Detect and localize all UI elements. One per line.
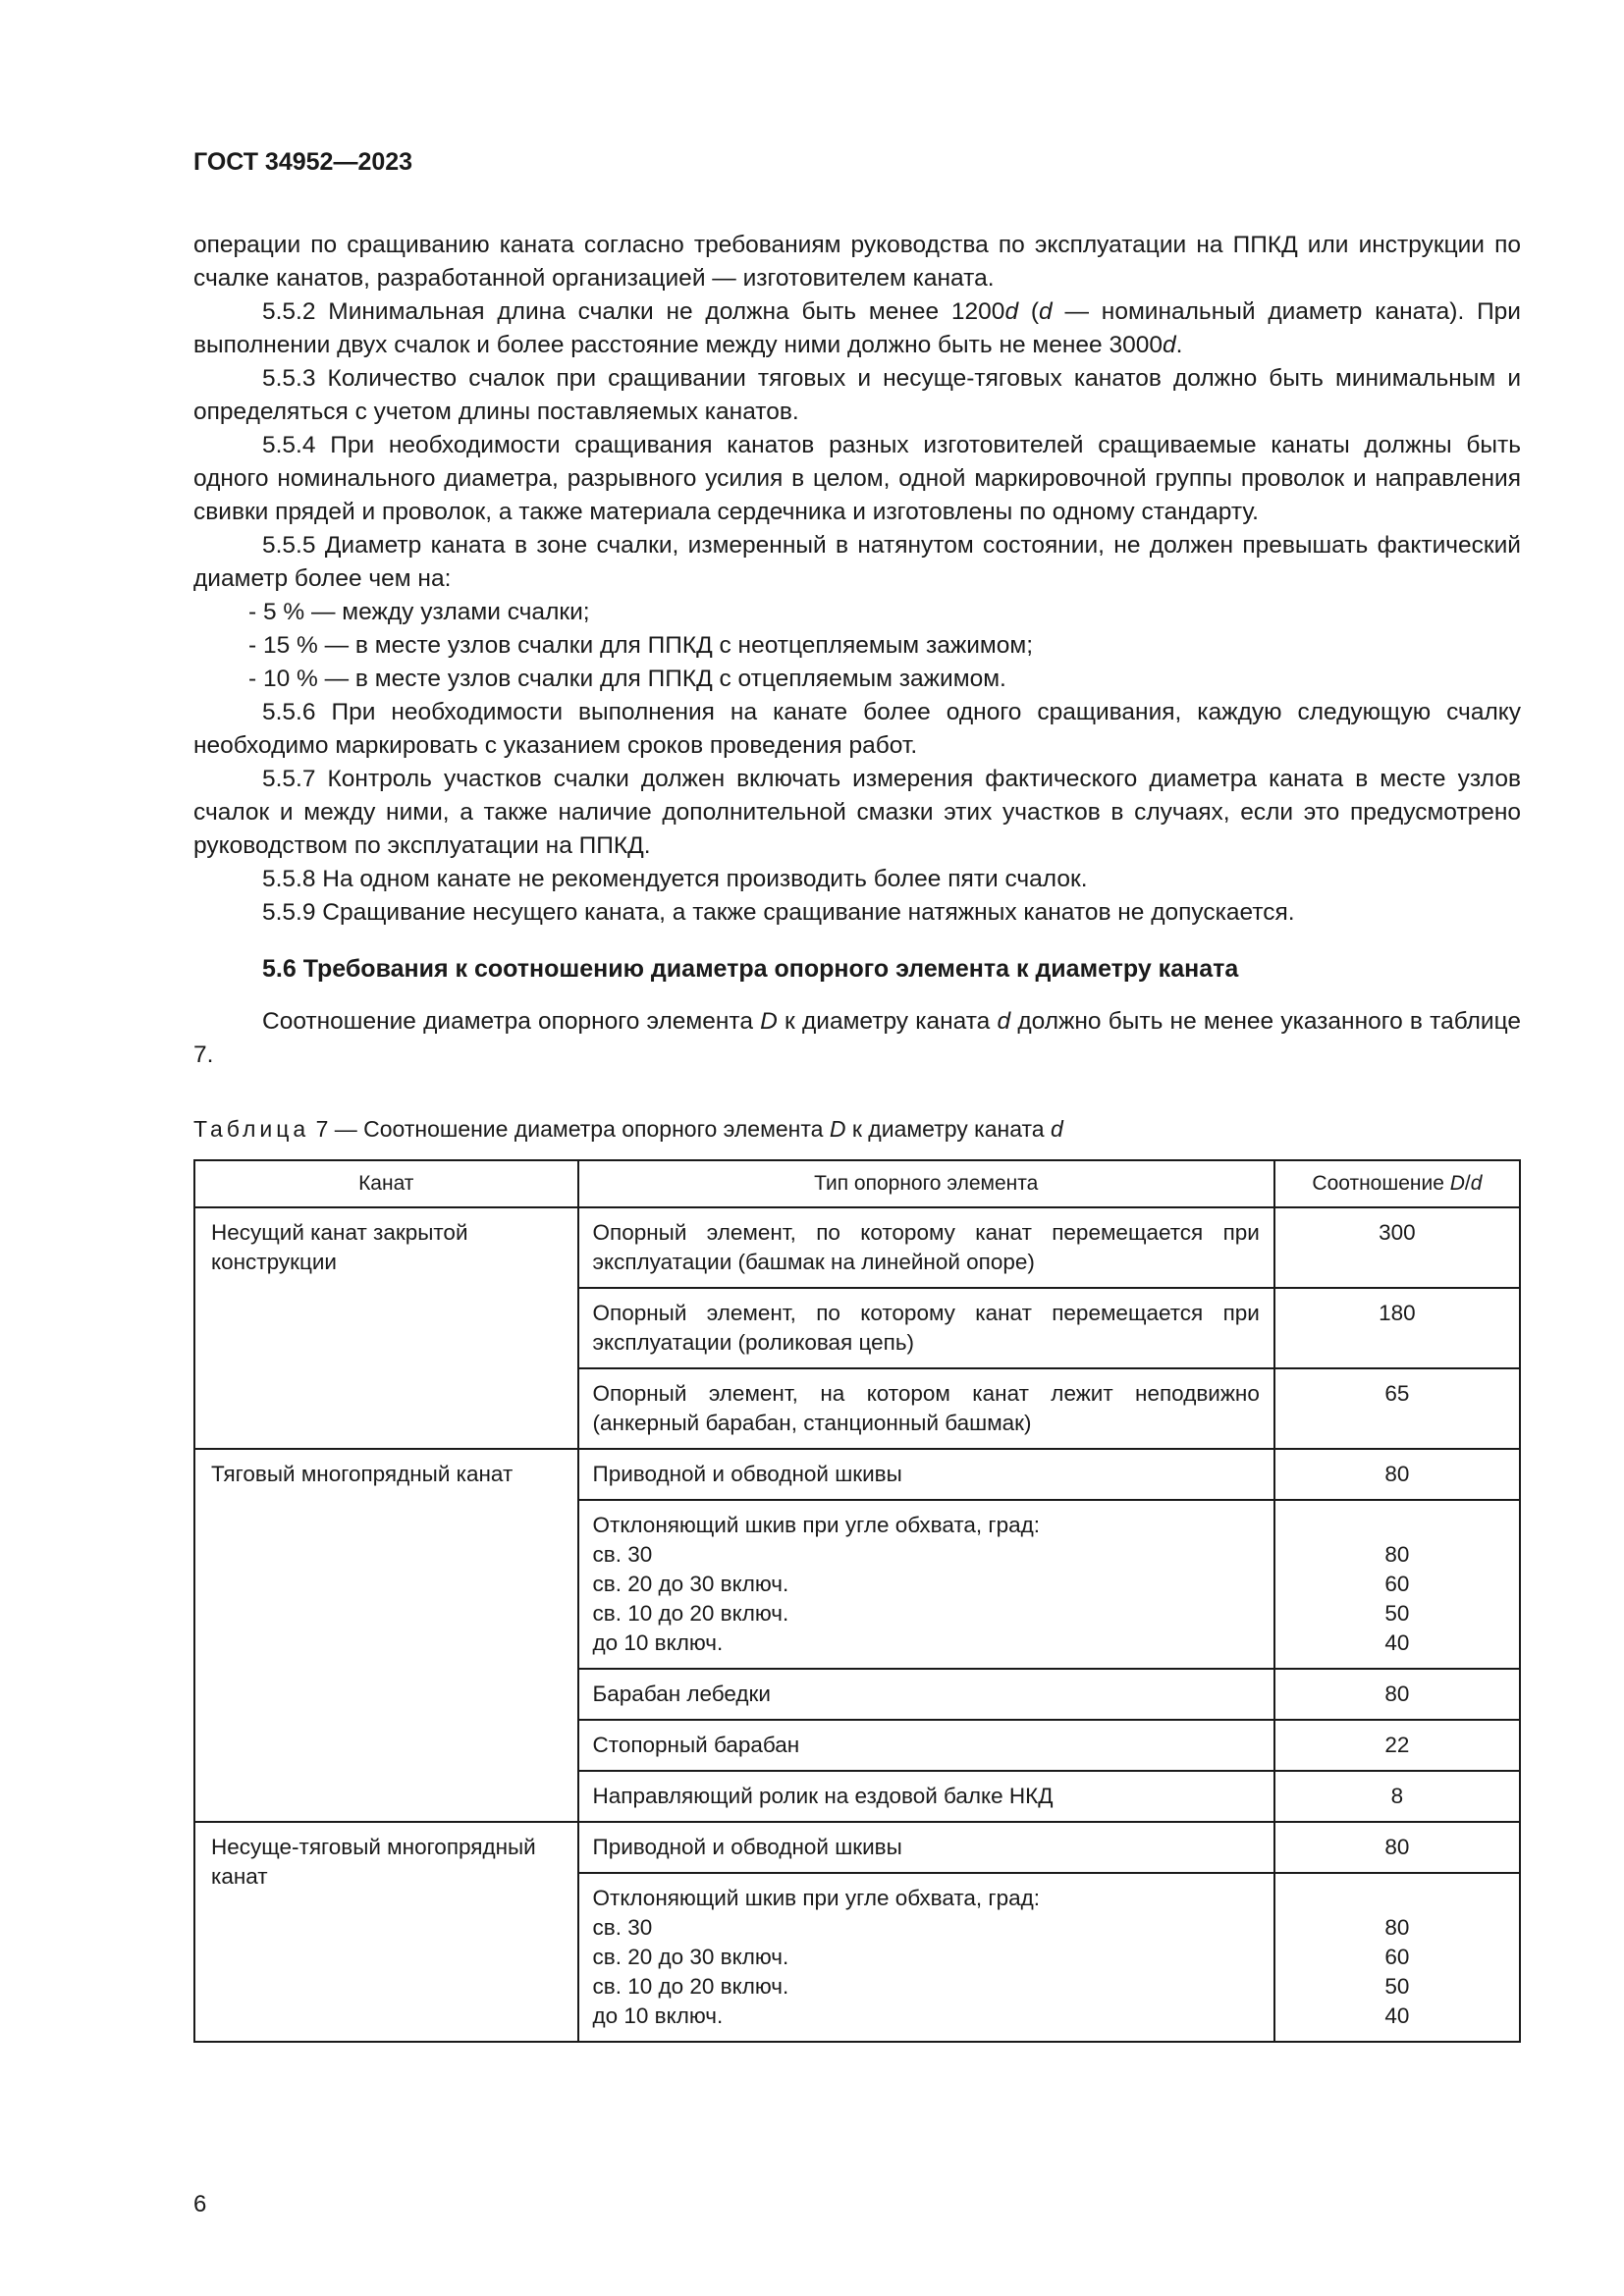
ratio-value: 60 <box>1384 1945 1410 1969</box>
support-type-cell: Опорный элемент, по которому канат перемещается при эксплуатации (башмак на линейной опоре) <box>578 1207 1274 1288</box>
support-type-cell <box>578 1500 1274 1669</box>
list-item: - 15 % — в месте узлов счалки для ППКД с неотцепляемым зажимом; <box>248 632 1034 659</box>
ratio-cell: 65 <box>1274 1368 1520 1449</box>
support-type-cell: Опорный элемент, по которому канат перемещается при эксплуатации (роликовая цепь) <box>578 1288 1274 1368</box>
table-header-row <box>194 1160 1520 1207</box>
list-item: - 10 % — в месте узлов счалки для ППКД с отцепляемым зажимом. <box>248 666 1006 692</box>
ratio-table <box>193 1159 1521 2043</box>
ratio-value: 40 <box>1384 1630 1410 1655</box>
angle-range: св. 20 до 30 включ. <box>592 1572 789 1596</box>
table-row <box>194 1822 1520 1873</box>
paragraph: Соотношение диаметра опорного элемента D к диаметру каната d должно быть не менее указанного в таблице 7. <box>193 1008 1522 1068</box>
paragraph: 5.5.2 Минимальная длина счалки не должна быть менее 1200d (d — номинальный диаметр каната). При выполнении двух счалок и более расстояние между ними должно быть не менее 3000d. <box>193 298 1521 358</box>
rope-cell: Несуще-тяговый многопрядный канат <box>194 1822 578 2042</box>
ratio-cell <box>1274 1500 1520 1669</box>
paragraph: 5.5.3 Количество счалок при сращивании тяговых и несуще-тяговых канатов должно быть минимальным и определяться с учетом длины поставляемых канатов. <box>193 365 1521 425</box>
support-type-label: Отклоняющий шкив при угле обхвата, град: <box>592 1513 1041 1537</box>
table-row <box>194 1449 1520 1500</box>
section-heading: 5.6 Требования к соотношению диаметра опорного элемента к диаметру каната <box>262 955 1239 983</box>
ratio-cell: 80 <box>1274 1822 1520 1873</box>
document-body <box>193 229 1521 1072</box>
paragraph: 5.5.6 При необходимости выполнения на канате более одного сращивания, каждую следующую счалку необходимо маркировать с указанием сроков проведения работ. <box>193 699 1521 759</box>
support-type-cell: Стопорный барабан <box>578 1720 1274 1771</box>
ratio-value: 40 <box>1384 2003 1410 2028</box>
ratio-cell <box>1274 1873 1520 2042</box>
page-number: 6 <box>193 2191 207 2217</box>
paragraph: 5.5.4 При необходимости сращивания канатов разных изготовителей сращиваемые канаты должны быть одного номинального диаметра, разрывного усилия в целом, одной маркировочной группы проволок и направления свивки прядей и проволок, а также материала сердечника и изготовлены по одному стандарту. <box>193 432 1521 525</box>
support-type-cell: Опорный элемент, на котором канат лежит неподвижно (анкерный барабан, станционный башмак) <box>578 1368 1274 1449</box>
ratio-cell: 80 <box>1274 1449 1520 1500</box>
ratio-value: 80 <box>1384 1915 1410 1940</box>
paragraph: 5.5.7 Контроль участков счалки должен включать измерения фактического диаметра каната в месте узлов счалок и между ними, а также наличие дополнительной смазки этих участков в случаях, если это предусмотрено руководством по эксплуатации на ППКД. <box>193 766 1521 859</box>
paragraph: 5.5.9 Сращивание несущего каната, а также сращивание натяжных канатов не допускается. <box>262 899 1295 926</box>
angle-range: до 10 включ. <box>592 2003 724 2028</box>
table-row <box>194 1207 1520 1288</box>
ratio-cell: 300 <box>1274 1207 1520 1288</box>
support-type-cell: Барабан лебедки <box>578 1669 1274 1720</box>
header-support-type: Тип опорного элемента <box>578 1160 1274 1207</box>
paragraph: 5.5.5 Диаметр каната в зоне счалки, измеренный в натянутом состоянии, не должен превышать фактический диаметр более чем на: <box>193 532 1521 592</box>
support-type-label: Отклоняющий шкив при угле обхвата, град: <box>592 1886 1041 1910</box>
angle-range: св. 20 до 30 включ. <box>592 1945 789 1969</box>
ratio-value: 80 <box>1384 1542 1410 1567</box>
ratio-cell: 80 <box>1274 1669 1520 1720</box>
angle-range: св. 30 <box>592 1542 653 1567</box>
angle-range: до 10 включ. <box>592 1630 724 1655</box>
paragraph: операции по сращиванию каната согласно требованиям руководства по эксплуатации на ППКД или инструкции по счалке канатов, разработанной организацией — изготовителем каната. <box>193 232 1521 292</box>
ratio-value: 50 <box>1384 1974 1410 1999</box>
table-caption <box>193 1116 1063 1143</box>
ratio-cell: 22 <box>1274 1720 1520 1771</box>
rope-cell: Тяговый многопрядный канат <box>194 1449 578 1822</box>
angle-range: св. 10 до 20 включ. <box>592 1974 789 1999</box>
support-type-cell: Приводной и обводной шкивы <box>578 1449 1274 1500</box>
document-code: ГОСТ 34952—2023 <box>193 148 413 176</box>
angle-range: св. 10 до 20 включ. <box>592 1601 789 1626</box>
ratio-value: 50 <box>1384 1601 1410 1626</box>
support-type-cell <box>578 1873 1274 2042</box>
support-type-cell: Приводной и обводной шкивы <box>578 1822 1274 1873</box>
angle-range: св. 30 <box>592 1915 653 1940</box>
header-rope: Канат <box>194 1160 578 1207</box>
list-item: - 5 % — между узлами счалки; <box>248 599 590 625</box>
rope-cell: Несущий канат закрытой конструкции <box>194 1207 578 1449</box>
header-ratio: Соотношение D/d <box>1274 1160 1520 1207</box>
table-caption-label: Таблица <box>193 1116 310 1142</box>
ratio-value: 60 <box>1384 1572 1410 1596</box>
paragraph: 5.5.8 На одном канате не рекомендуется производить более пяти счалок. <box>262 866 1088 892</box>
ratio-cell: 180 <box>1274 1288 1520 1368</box>
support-type-cell: Направляющий ролик на ездовой балке НКД <box>578 1771 1274 1822</box>
ratio-cell: 8 <box>1274 1771 1520 1822</box>
table-caption-text: 7 — Соотношение диаметра опорного элемента D к диаметру каната d <box>315 1116 1063 1142</box>
table-body <box>194 1207 1520 2042</box>
